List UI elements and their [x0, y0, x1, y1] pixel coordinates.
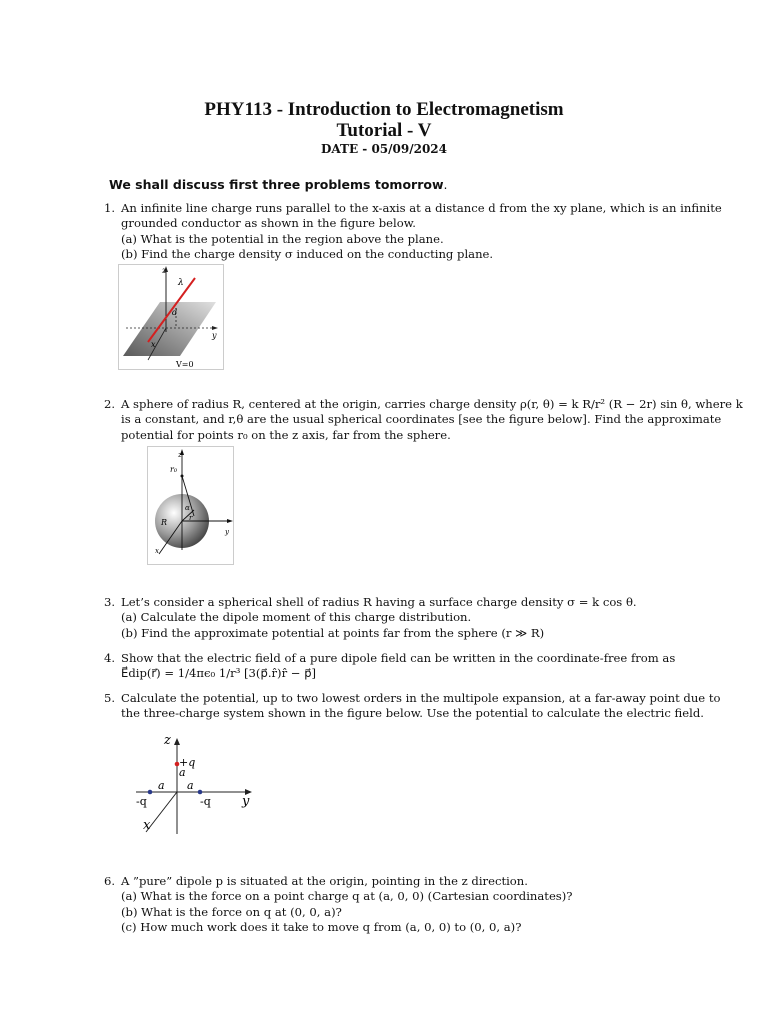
problem-line: A ”pure” dipole p is situated at the origin, pointing in the z direction.: [121, 874, 528, 888]
tutorial-title: Tutorial - V: [336, 120, 432, 141]
a-up-label: a: [179, 766, 186, 779]
problem-line: (b) What is the force on q at (0, 0, a)?: [121, 904, 342, 919]
problem-line: potential for points r₀ on the z axis, far from the sphere.: [121, 427, 451, 442]
problem-number: 6.: [104, 874, 116, 888]
v-label: V=0: [176, 360, 194, 369]
problem-line: A sphere of radius R, centered at the origin, carries charge density ρ(r, θ) = k R/r² (R − 2r) sin θ, where k: [121, 397, 743, 411]
negative-charge-left: [148, 790, 153, 795]
sphere-figure: [147, 446, 234, 565]
course-title: PHY113 - Introduction to Electromagnetism: [204, 99, 564, 120]
line-charge-figure: [118, 264, 224, 370]
d-label: d: [172, 308, 178, 317]
problem-line: the three-charge system shown in the figure below. Use the potential to calculate the electric field.: [121, 706, 704, 721]
problem-line: Show that the electric field of a pure dipole field can be written in the coordinate-free from as: [121, 651, 676, 665]
minus-q-right-label: -q: [200, 795, 211, 808]
r0-point: [181, 475, 184, 478]
y-label: y: [225, 528, 229, 536]
negative-charge-right: [198, 790, 203, 795]
problem-5: [104, 691, 721, 722]
a-right-label: a: [187, 779, 194, 792]
problem-line: (c) How much work does it take to move q from (a, 0, 0) to (0, 0, a)?: [121, 919, 522, 934]
problem-number: 1.: [104, 201, 116, 215]
z-arrow: [174, 738, 180, 745]
problem-3: [104, 595, 684, 641]
problem-1: [104, 201, 722, 262]
alpha-label: α: [185, 504, 190, 512]
x-label: x: [143, 818, 151, 833]
a-left-label: a: [158, 779, 165, 792]
x-label: x: [155, 547, 159, 555]
y-label: y: [242, 794, 250, 809]
y-label: y: [212, 331, 217, 340]
lambda-label: λ: [178, 278, 184, 288]
problem-2: [104, 397, 743, 443]
problem-line: (b) Find the approximate potential at points far from the sphere (r ≫ R): [121, 625, 545, 640]
intro-tail: .: [443, 177, 448, 192]
intro-bold: We shall discuss first three problems tomorrow: [109, 177, 444, 192]
problem-line: is a constant, and r,θ are the usual spherical coordinates [see the figure below]. Find the approximate: [121, 412, 722, 427]
problem-line: (b) Find the charge density σ induced on the conducting plane.: [121, 246, 494, 261]
r0-label: r₀: [170, 465, 178, 474]
minus-q-left-label: -q: [136, 795, 147, 808]
problem-line: Calculate the potential, up to two lowest orders in the multipole expansion, at a far-away point due to: [121, 691, 721, 705]
z-label: z: [178, 451, 182, 459]
problem-line: (a) Calculate the dipole moment of this charge distribution.: [121, 610, 472, 625]
problem-6: [104, 874, 684, 935]
R-label: R: [161, 518, 168, 527]
intro-line: [109, 177, 447, 192]
problem-line: grounded conductor as shown in the figure below.: [121, 216, 416, 231]
x-axis: [146, 792, 177, 832]
z-label: z: [164, 733, 171, 748]
r-label: r: [189, 514, 193, 522]
problem-number: 4.: [104, 651, 116, 665]
problem-number: 5.: [104, 691, 116, 705]
problem-line: Let’s consider a spherical shell of radius R having a surface charge density σ = k cos θ.: [121, 595, 637, 609]
three-charge-figure: [132, 730, 260, 838]
x-label: x: [151, 340, 156, 349]
problem-number: 2.: [104, 397, 116, 411]
problem-formula: E⃗dip(r⃗) = 1/4πϵ₀ 1/r³ [3(p⃗.r̂)r̂ − p⃗]: [121, 666, 317, 681]
problem-4: [104, 651, 684, 682]
problem-line: An infinite line charge runs parallel to the x-axis at a distance d from the xy plane, which is an infinite: [121, 201, 722, 215]
date-line: DATE - 05/09/2024: [320, 142, 448, 156]
problem-line: (a) What is the force on a point charge q at (a, 0, 0) (Cartesian coordinates)?: [121, 889, 573, 904]
problem-line: (a) What is the potential in the region above the plane.: [121, 231, 444, 246]
plus-q-label: +q: [179, 756, 196, 769]
z-label: z: [162, 266, 167, 275]
problem-number: 3.: [104, 595, 116, 609]
